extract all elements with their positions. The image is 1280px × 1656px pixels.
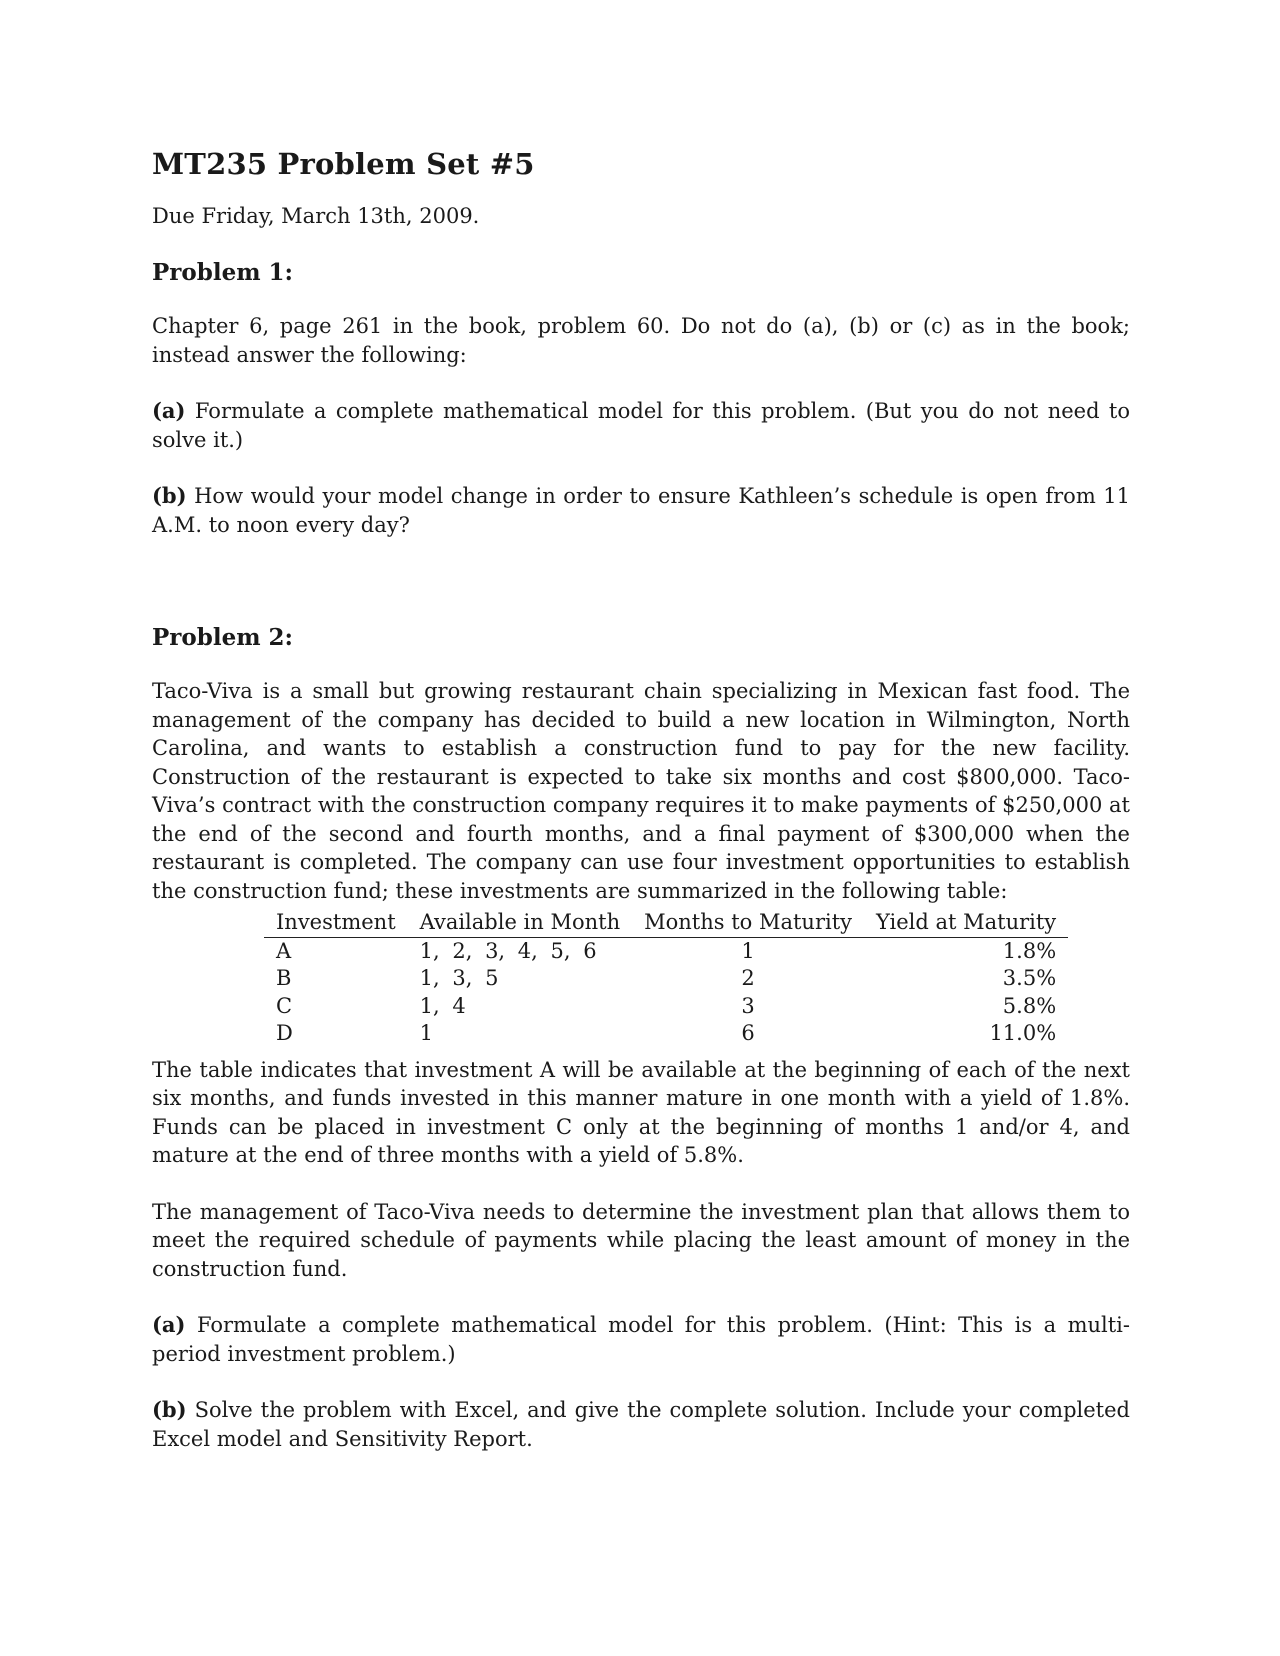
- part-label: (a): [152, 1312, 186, 1337]
- cell-yield: 5.8%: [1002, 993, 1057, 1018]
- part-text: Formulate a complete mathematical model for this problem. (Hint: This is a multi-period investment problem.): [152, 1313, 1130, 1366]
- table-row: [264, 937, 1068, 965]
- problem-1-part-a: [152, 397, 1130, 454]
- table-row: [264, 1020, 1068, 1048]
- problem-2-management: The management of Taco-Viva needs to determine the investment plan that allows them to meet the required schedule of payments while placing the least amount of money in the construction fund.: [152, 1199, 1130, 1281]
- header-investment: Investment: [264, 909, 408, 937]
- problem-2-part-a: [152, 1311, 1130, 1368]
- table-row: [264, 965, 1068, 993]
- table-header-row: [264, 909, 1068, 937]
- cell-available: 1: [419, 1021, 434, 1045]
- header-months: Months to Maturity: [632, 909, 864, 937]
- header-available: Available in Month: [408, 909, 632, 937]
- problem-1-heading: Problem 1:: [152, 259, 294, 286]
- header-yield: Yield at Maturity: [864, 909, 1068, 937]
- cell-months: 1: [741, 938, 755, 963]
- cell-months: 3: [741, 993, 755, 1018]
- part-label: (a): [152, 398, 186, 423]
- cell-yield: 11.0%: [989, 1021, 1057, 1045]
- part-text: Solve the problem with Excel, and give the complete solution. Include your completed Excel model and Sensitivity Report.: [152, 1398, 1130, 1451]
- cell-investment: C: [276, 993, 293, 1018]
- problem-2-table-explanation: The table indicates that investment A will be available at the beginning of each of the next six months, and funds invested in this manner mature in one month with a yield of 1.8%. Funds can be placed in investment C only at the beginning of months 1 and/or 4, and mature at the end of three months with a yield of 5.8%.: [152, 1057, 1130, 1167]
- part-text: How would your model change in order to ensure Kathleen’s schedule is open from 11 A.M. to noon every day?: [152, 484, 1130, 537]
- problem-2-intro: Taco-Viva is a small but growing restaurant chain specializing in Mexican fast food. The management of the company has decided to build a new location in Wilmington, North Carolina, and wants to establish a construction fund to pay for the new facility. Construction of the restaurant is expected to take six months and cost $800,000. Taco-Viva’s contract with the construction company requires it to make payments of $250,000 at the end of the second and fourth months, and a final payment of $300,000 when the restaurant is completed. The company can use four investment opportunities to establish the construction fund; these investments are summarized in the following table:: [152, 679, 1130, 903]
- document-page: [152, 146, 1130, 1453]
- cell-investment: B: [276, 966, 292, 990]
- problem-2-part-b: [152, 1396, 1130, 1453]
- problem-2-heading: Problem 2:: [152, 624, 294, 651]
- part-text: Formulate a complete mathematical model for this problem. (But you do not need to solve it.): [152, 399, 1130, 452]
- part-label: (b): [152, 1397, 187, 1422]
- cell-months: 2: [741, 966, 755, 990]
- cell-available: 1, 4: [419, 993, 466, 1018]
- document-title: MT235 Problem Set #5: [152, 147, 535, 181]
- cell-months: 6: [741, 1021, 755, 1045]
- cell-available: 1, 2, 3, 4, 5, 6: [419, 938, 597, 963]
- cell-investment: D: [276, 1021, 293, 1045]
- cell-available: 1, 3, 5: [419, 966, 499, 990]
- cell-investment: A: [276, 938, 292, 963]
- cell-yield: 3.5%: [1002, 966, 1057, 990]
- cell-yield: 1.8%: [1002, 938, 1057, 963]
- problem-1-intro: Chapter 6, page 261 in the book, problem 60. Do not do (a), (b) or (c) as in the book; instead answer the following:: [152, 314, 1130, 367]
- investment-table: [264, 909, 1068, 1048]
- table-row: [264, 993, 1068, 1021]
- problem-1-part-b: [152, 482, 1130, 539]
- part-label: (b): [152, 483, 187, 508]
- due-date: Due Friday, March 13th, 2009.: [152, 204, 480, 228]
